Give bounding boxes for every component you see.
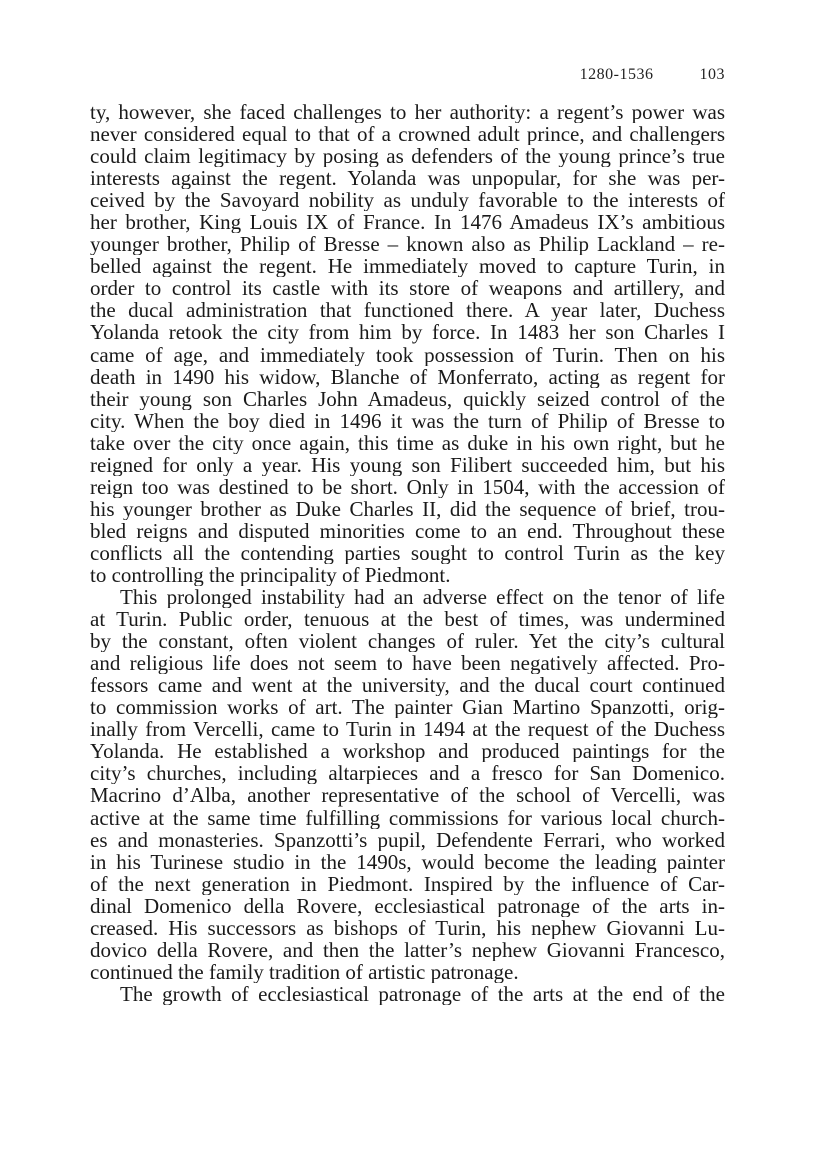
text-line: the ducal administration that functioned there. A year later, Duchess xyxy=(90,299,725,322)
text-line: creased. His successors as bishops of Turin, his nephew Giovanni Lu- xyxy=(90,916,725,939)
running-header xyxy=(580,66,725,84)
text-line: to commission works of art. The painter Gian Martino Spanzotti, orig- xyxy=(90,696,725,719)
text-line: by the constant, often violent changes of ruler. Yet the city’s cultural xyxy=(90,630,725,653)
text-line: of the next generation in Piedmont. Inspired by the influence of Car- xyxy=(90,872,725,895)
text-line: his younger brother as Duke Charles II, did the sequence of brief, trou- xyxy=(90,497,725,520)
text-line: active at the same time fulfilling commissions for various local church- xyxy=(90,806,725,829)
text-line: her brother, King Louis IX of France. In 1476 Amadeus IX’s ambitious xyxy=(90,211,725,234)
text-line: city’s churches, including altarpieces and a fresco for San Domenico. xyxy=(90,762,725,785)
paragraph-first-line: The growth of ecclesiastical patronage of the arts at the end of the xyxy=(120,982,725,1005)
text-line: conflicts all the contending parties sought to control Turin as the key xyxy=(90,541,725,564)
text-line: and religious life does not seem to have been negatively affected. Pro- xyxy=(90,652,725,675)
text-line: city. When the boy died in 1496 it was the turn of Philip of Bresse to xyxy=(90,409,725,432)
text-line: ceived by the Savoyard nobility as unduly favorable to the interests of xyxy=(90,189,725,212)
text-line: continued the family tradition of artistic patronage. xyxy=(90,960,519,983)
text-line: bled reigns and disputed minorities come to an end. Throughout these xyxy=(90,519,725,542)
text-line: never considered equal to that of a crowned adult prince, and challengers xyxy=(90,123,725,146)
text-line: at Turin. Public order, tenuous at the best of times, was undermined xyxy=(90,608,725,631)
text-line: Yolanda. He established a workshop and produced paintings for the xyxy=(90,740,725,763)
paragraph-first-line: This prolonged instability had an adverse effect on the tenor of life xyxy=(120,586,725,609)
text-line: in his Turinese studio in the 1490s, would become the leading painter xyxy=(90,850,725,873)
header-date-range: 1280-1536 xyxy=(579,66,654,83)
text-line: belled against the regent. He immediately moved to capture Turin, in xyxy=(90,255,725,278)
text-line: death in 1490 his widow, Blanche of Monferrato, acting as regent for xyxy=(90,365,725,388)
book-page xyxy=(90,0,725,1167)
text-line: younger brother, Philip of Bresse – known also as Philip Lackland – re- xyxy=(90,233,725,256)
text-line: es and monasteries. Spanzotti’s pupil, Defendente Ferrari, who worked xyxy=(90,828,725,851)
text-line: interests against the regent. Yolanda was unpopular, for she was per- xyxy=(90,167,725,190)
text-line: reign too was destined to be short. Only in 1504, with the accession of xyxy=(90,475,725,498)
text-line: to controlling the principality of Piedmont. xyxy=(90,563,451,587)
text-line: fessors came and went at the university, and the ducal court continued xyxy=(90,674,725,697)
text-line: take over the city once again, this time as duke in his own right, but he xyxy=(90,431,725,454)
text-line: dinal Domenico della Rovere, ecclesiastical patronage of the arts in- xyxy=(90,894,725,917)
text-line: inally from Vercelli, came to Turin in 1494 at the request of the Duchess xyxy=(90,718,725,741)
text-line: could claim legitimacy by posing as defenders of the young prince’s true xyxy=(90,145,725,168)
text-line: Yolanda retook the city from him by force. In 1483 her son Charles I xyxy=(90,321,725,344)
text-line: Macrino d’Alba, another representative of the school of Vercelli, was xyxy=(90,784,725,807)
text-line: dovico della Rovere, and then the latter’s nephew Giovanni Francesco, xyxy=(90,938,725,961)
text-line: ty, however, she faced challenges to her authority: a regent’s power was xyxy=(90,101,725,124)
text-line: their young son Charles John Amadeus, quickly seized control of the xyxy=(90,387,725,410)
body-text xyxy=(90,101,725,1005)
text-line: came of age, and immediately took possession of Turin. Then on his xyxy=(90,343,725,366)
text-line: reigned for only a year. His young son Filibert succeeded him, but his xyxy=(90,453,725,476)
page-number: 103 xyxy=(699,66,725,83)
text-line: order to control its castle with its store of weapons and artillery, and xyxy=(90,277,725,300)
